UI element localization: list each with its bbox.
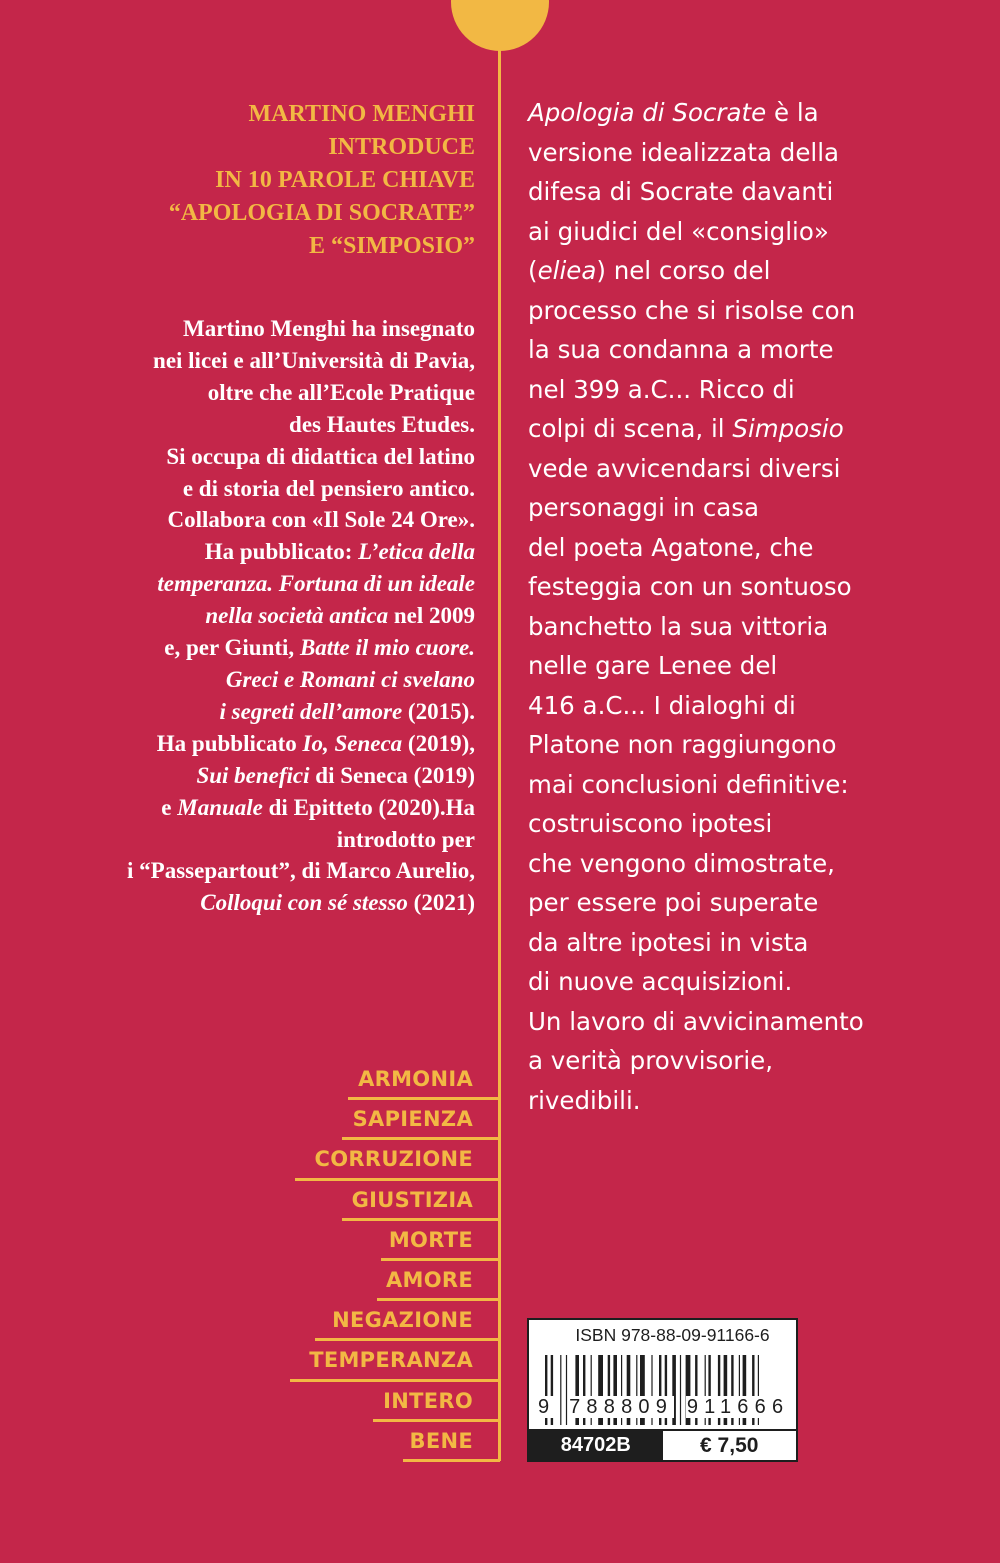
- blurb-text: personaggi in casa: [528, 493, 760, 522]
- keyword-item: [200, 1221, 500, 1261]
- bio-text: e: [161, 794, 178, 820]
- book-blurb: [528, 93, 978, 1120]
- bio-line: [55, 345, 475, 377]
- blurb-text: Apologia di Socrate: [528, 98, 767, 127]
- blurb-line: [528, 962, 978, 1002]
- blurb-line: [528, 1041, 978, 1081]
- bio-text: temperanza. Fortuna di un ideale: [157, 571, 475, 597]
- bio-text: introdotto per: [336, 826, 475, 852]
- author-bio: [55, 313, 475, 919]
- bio-line: [55, 473, 475, 505]
- blurb-line: [528, 686, 978, 726]
- blurb-line: [528, 528, 978, 568]
- bio-line: [55, 441, 475, 473]
- blurb-line: [528, 370, 978, 410]
- keyword-label: INTERO: [383, 1388, 473, 1413]
- blurb-text: rivedibili.: [528, 1085, 641, 1115]
- blurb-text: Un lavoro di avvicinamento: [528, 1006, 864, 1036]
- blurb-text: ai giudici del «consiglio»: [528, 216, 829, 246]
- blurb-text: processo che si risolse con: [528, 295, 856, 325]
- blurb-text: costruiscono ipotesi: [528, 809, 773, 838]
- price: € 7,50: [663, 1431, 797, 1460]
- keyword-item: [200, 1261, 500, 1301]
- bio-text: (2015).: [402, 698, 475, 724]
- keyword-label: AMORE: [385, 1267, 473, 1292]
- blurb-line: [528, 251, 978, 291]
- bio-text: di Seneca (2019): [309, 762, 475, 788]
- blurb-text: nel 399 a.C... Ricco di: [528, 374, 795, 404]
- blurb-text: nelle gare Lenee del: [528, 651, 778, 680]
- blurb-line: [528, 172, 978, 212]
- keyword-label: BENE: [409, 1428, 473, 1453]
- heading-line: IN 10 PAROLE CHIAVE: [215, 167, 475, 193]
- blurb-text: versione idealizzata della: [528, 137, 840, 167]
- bio-line: [55, 600, 475, 632]
- bio-text: i segreti dell’amore: [219, 698, 403, 724]
- bio-text: nei licei e all’Università di Pavia,: [153, 347, 475, 373]
- blurb-line: [528, 93, 978, 133]
- blurb-text: vede avvicendarsi diversi: [528, 453, 841, 483]
- bio-text: e di storia del pensiero antico.: [182, 475, 475, 501]
- blurb-text: a verità provvisorie,: [528, 1046, 774, 1075]
- blurb-line: [528, 844, 978, 884]
- bio-text: (2019),: [402, 730, 475, 756]
- bio-line: [55, 728, 475, 760]
- blurb-line: [528, 409, 978, 449]
- keyword-item: [200, 1301, 500, 1341]
- blurb-text: del poeta Agatone, che: [528, 532, 814, 562]
- blurb-text: banchetto la sua vittoria: [528, 611, 829, 641]
- blurb-text: Simposio: [732, 414, 844, 443]
- blurb-text: di nuove acquisizioni.: [528, 967, 793, 996]
- keyword-label: ARMONIA: [358, 1067, 473, 1091]
- blurb-text: difesa di Socrate davanti: [528, 177, 834, 206]
- blurb-text: la sua condanna a morte: [528, 335, 834, 364]
- bio-text: nel 2009: [388, 603, 475, 629]
- bio-text: di Epitteto (2020).Ha: [262, 794, 475, 820]
- keyword-item: [200, 1181, 500, 1221]
- blurb-text: mai conclusioni definitive:: [528, 769, 849, 799]
- bio-line: [55, 504, 475, 536]
- bio-text: Sui benefici: [196, 762, 310, 788]
- keyword-item: [200, 1100, 500, 1140]
- bio-line: [55, 855, 475, 887]
- barcode-digits-left: 788809: [569, 1396, 674, 1418]
- barcode-digits: [537, 1396, 788, 1419]
- bio-text: des Hautes Etudes.: [289, 411, 475, 437]
- keyword-list: [200, 1060, 500, 1462]
- bio-line: [55, 824, 475, 856]
- bio-text: Io, Seneca: [302, 730, 403, 756]
- bio-text: Colloqui con sé stesso: [200, 890, 408, 916]
- product-code: 84702B: [529, 1431, 663, 1460]
- bio-text: Batte il mio cuore.: [299, 635, 475, 661]
- blurb-text: festeggia con un sontuoso: [528, 572, 852, 601]
- bio-line: [55, 696, 475, 728]
- blurb-text: da altre ipotesi in vista: [528, 927, 809, 957]
- keyword-label: SAPIENZA: [352, 1107, 473, 1132]
- keyword-label: NEGAZIONE: [332, 1308, 473, 1333]
- bio-line: [55, 377, 475, 409]
- bio-line: [55, 409, 475, 441]
- blurb-line: [528, 646, 978, 686]
- bio-text: (2021): [407, 890, 475, 916]
- isbn-text: ISBN 978-88-09-91166-6: [575, 1325, 770, 1345]
- blurb-line: [528, 725, 978, 765]
- blurb-line: [528, 883, 978, 923]
- keyword-item: [200, 1382, 500, 1422]
- blurb-text: per essere poi superate: [528, 888, 819, 917]
- blurb-line: [528, 291, 978, 331]
- bio-line: [55, 313, 475, 345]
- keyword-item: [200, 1422, 500, 1462]
- price-row: [527, 1429, 798, 1462]
- blurb-text: Platone non raggiungono: [528, 730, 837, 759]
- blurb-line: [528, 1081, 978, 1121]
- bio-line: [55, 887, 475, 919]
- blurb-line: [528, 212, 978, 252]
- blurb-text: ) nel corso del: [596, 256, 771, 285]
- blurb-text: colpi di scena, il: [528, 414, 733, 443]
- keyword-label: GIUSTIZIA: [351, 1187, 473, 1212]
- keyword-item: [200, 1060, 500, 1100]
- bio-line: [55, 792, 475, 824]
- blurb-line: [528, 449, 978, 489]
- keyword-label: MORTE: [388, 1227, 473, 1252]
- bio-text: Manuale: [177, 794, 263, 820]
- blurb-line: [528, 488, 978, 528]
- bio-line: [55, 664, 475, 696]
- heading-line: “APOLOGIA DI SOCRATE”: [168, 200, 475, 226]
- blurb-line: [528, 804, 978, 844]
- bio-text: e, per Giunti,: [164, 635, 300, 661]
- isbn-barcode-label: [527, 1318, 798, 1462]
- bio-text: Greci e Romani ci svelano: [225, 666, 475, 692]
- blurb-line: [528, 567, 978, 607]
- bio-text: Collabora con «Il Sole 24 Ore».: [167, 507, 475, 533]
- blurb-text: che vengono dimostrate,: [528, 848, 835, 878]
- keyword-item: [200, 1341, 500, 1381]
- bio-text: oltre che all’Ecole Pratique: [207, 379, 475, 405]
- bio-line: [55, 536, 475, 568]
- blurb-line: [528, 133, 978, 173]
- bio-line: [55, 632, 475, 664]
- keyword-label: TEMPERANZA: [309, 1348, 473, 1373]
- blurb-line: [528, 607, 978, 647]
- bio-line: [55, 760, 475, 792]
- heading-line: INTRODUCE: [328, 134, 475, 160]
- blurb-line: [528, 923, 978, 963]
- barcode-digit-lead: 9: [538, 1396, 556, 1418]
- bio-text: Ha pubblicato: [156, 730, 303, 756]
- keyword-label: CORRUZIONE: [314, 1147, 473, 1172]
- bio-line: [55, 568, 475, 600]
- blurb-text: eliea: [537, 256, 597, 285]
- heading-line: E “SIMPOSIO”: [308, 233, 475, 259]
- bio-text: nella società antica: [205, 603, 389, 629]
- bio-text: Ha pubblicato:: [204, 539, 359, 565]
- bio-text: Martino Menghi ha insegnato: [183, 316, 475, 341]
- blurb-line: [528, 765, 978, 805]
- bio-text: i “Passepartout”, di Marco Aurelio,: [127, 858, 475, 884]
- blurb-text: (: [528, 256, 538, 285]
- blurb-text: 416 a.C... I dialoghi di: [528, 690, 796, 720]
- bio-text: L’etica della: [358, 539, 475, 565]
- keyword-item: [200, 1140, 500, 1180]
- bio-text: Si occupa di didattica del latino: [166, 443, 475, 469]
- blurb-text: è la: [766, 98, 819, 127]
- barcode-digits-right: 911666: [686, 1396, 790, 1418]
- blurb-line: [528, 1002, 978, 1042]
- keyword-underline: [403, 1459, 500, 1462]
- blurb-line: [528, 330, 978, 370]
- series-heading: [115, 98, 475, 263]
- heading-line: MARTINO MENGHI: [248, 101, 475, 127]
